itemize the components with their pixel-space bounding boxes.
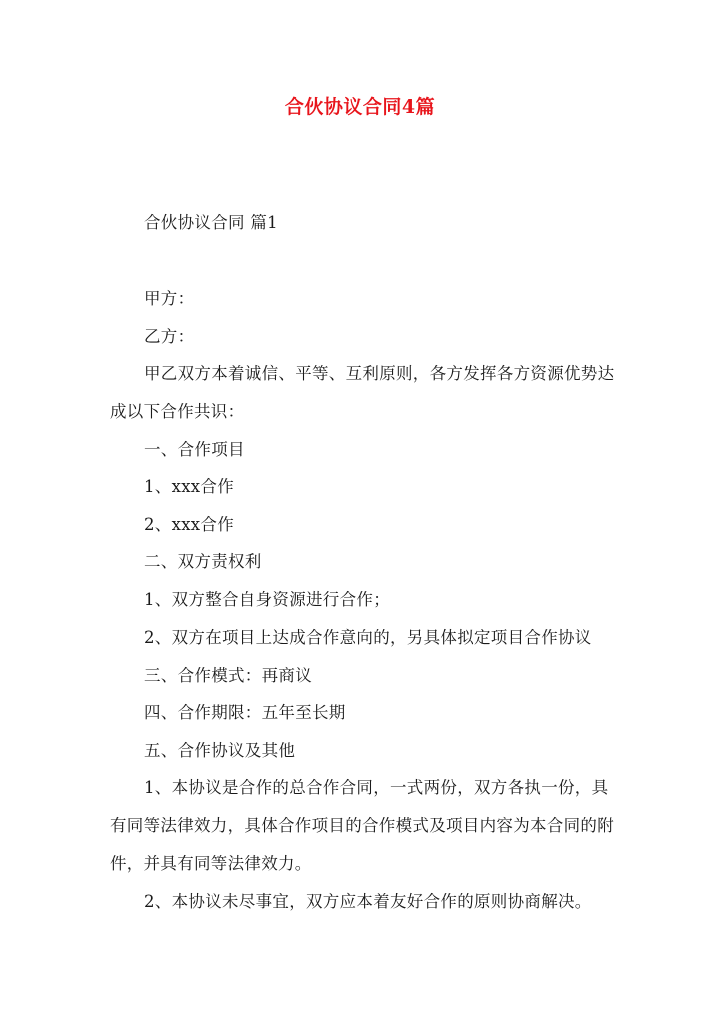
clause-2-heading: 二、双方责权利 xyxy=(144,552,262,571)
clause-4: 四、合作期限：五年至长期 xyxy=(144,703,346,722)
clause-5-item-2: 2、本协议未尽事宜，双方应本着友好合作的原则协商解决。 xyxy=(144,892,592,911)
clause-5-heading: 五、合作协议及其他 xyxy=(144,741,296,760)
party-b-label: 乙方： xyxy=(144,327,195,346)
section-heading: 合伙协议合同 篇1 xyxy=(144,213,278,232)
clause-5-item-1-line-3: 件，并具有同等法律效力。 xyxy=(110,854,312,873)
clause-1-heading: 一、合作项目 xyxy=(144,440,245,459)
intro-paragraph-line-2: 成以下合作共识： xyxy=(110,402,245,421)
clause-1-item-1: 1、xxx合作 xyxy=(144,477,235,496)
document-title: 合伙协议合同4篇 xyxy=(284,96,436,118)
clause-5-item-1-line-2: 有同等法律效力，具体合作项目的合作模式及项目内容为本合同的附 xyxy=(110,816,614,835)
clause-2-item-2: 2、双方在项目上达成合作意向的，另具体拟定项目合作协议 xyxy=(144,628,592,647)
clause-3: 三、合作模式：再商议 xyxy=(144,666,312,685)
clause-5-item-1-line-1: 1、本协议是合作的总合作合同，一式两份，双方各执一份，具 xyxy=(144,778,609,797)
clause-2-item-1: 1、双方整合自身资源进行合作； xyxy=(144,590,390,609)
intro-paragraph-line-1: 甲乙双方本着诚信、平等、互利原则，各方发挥各方资源优势达 xyxy=(144,364,615,383)
clause-1-item-2: 2、xxx合作 xyxy=(144,515,235,534)
party-a-label: 甲方： xyxy=(144,289,195,308)
